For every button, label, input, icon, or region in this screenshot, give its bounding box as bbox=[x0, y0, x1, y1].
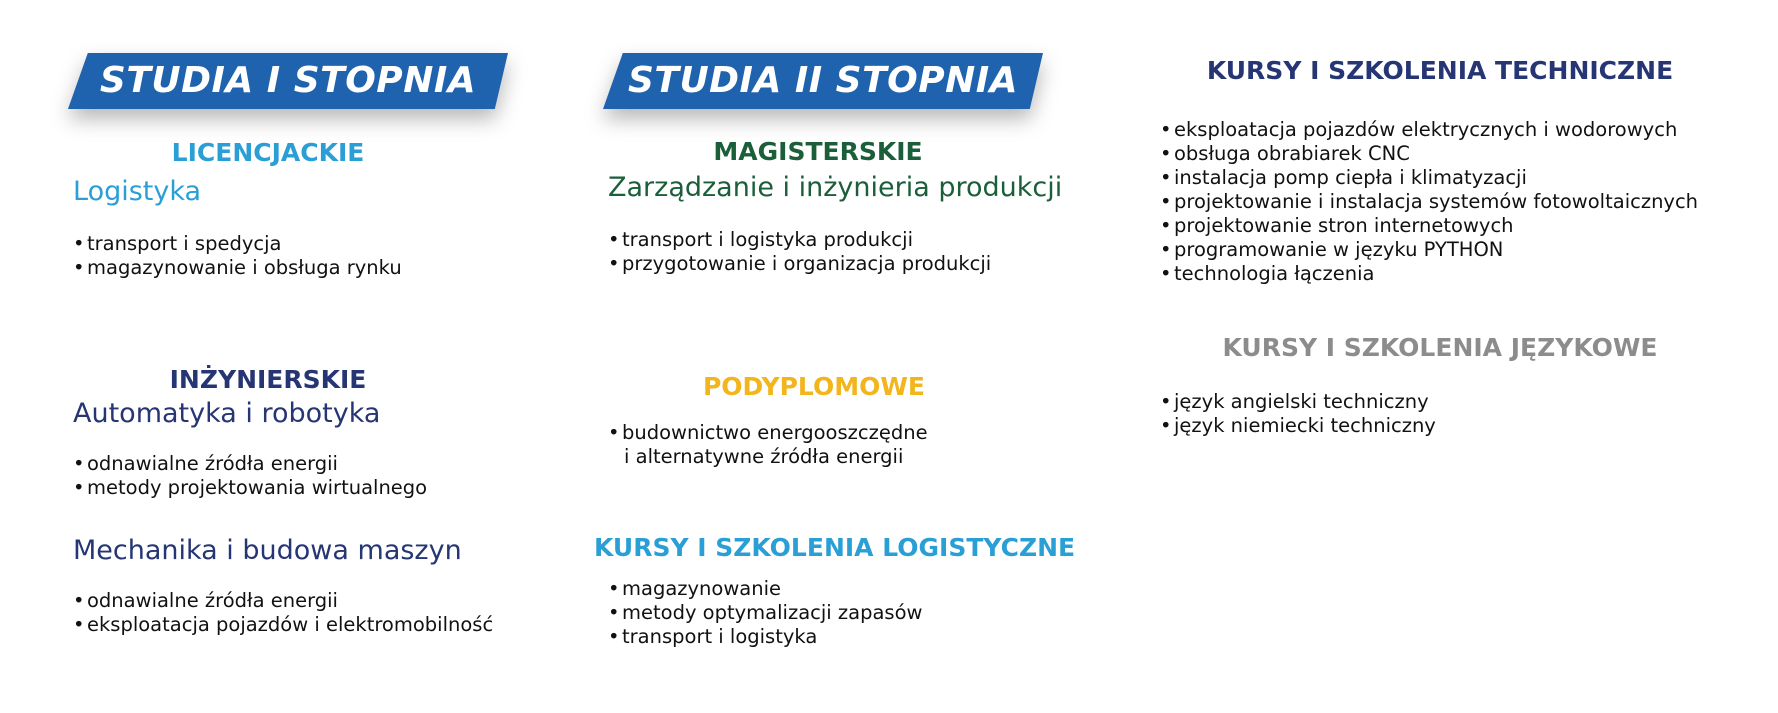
program-automatyka-i-robotyka: Automatyka i robotyka bbox=[73, 398, 381, 429]
list-item: • przygotowanie i organizacja produkcji bbox=[608, 252, 991, 276]
list-kursy-jezykowe bbox=[1160, 390, 1436, 438]
heading-podyplomowe: PODYPLOMOWE bbox=[702, 372, 925, 401]
list-item: • magazynowanie i obsługa rynku bbox=[73, 256, 402, 280]
list-item: • odnawialne źródła energii bbox=[73, 452, 427, 476]
heading-magisterskie: MAGISTERSKIE bbox=[713, 137, 923, 166]
list-item: • obsługa obrabiarek CNC bbox=[1160, 142, 1698, 166]
banner-title: STUDIA I STOPNIA bbox=[99, 60, 477, 101]
list-item: • programowanie w języku PYTHON bbox=[1160, 238, 1698, 262]
list-item: • budownictwo energooszczędne bbox=[608, 421, 928, 445]
list-kursy-techniczne bbox=[1160, 118, 1698, 286]
list-automatyka bbox=[73, 452, 427, 500]
list-item: • transport i spedycja bbox=[73, 232, 402, 256]
heading-kursy-techniczne: KURSY I SZKOLENIA TECHNICZNE bbox=[1206, 56, 1674, 85]
list-item: • odnawialne źródła energii bbox=[73, 589, 493, 613]
list-item: • metody optymalizacji zapasów bbox=[608, 601, 922, 625]
list-item: • technologia łączenia bbox=[1160, 262, 1698, 286]
list-mechanika bbox=[73, 589, 493, 637]
program-zarzadzanie-i-inzynieria-produkcji: Zarządzanie i inżynieria produkcji bbox=[608, 172, 1063, 203]
list-podyplomowe bbox=[608, 421, 928, 469]
list-item: • eksploatacja pojazdów i elektromobilność bbox=[73, 613, 493, 637]
list-zarzadzanie bbox=[608, 228, 991, 276]
list-item: • projektowanie i instalacja systemów fotowoltaicznych bbox=[1160, 190, 1698, 214]
program-mechanika-i-budowa-maszyn: Mechanika i budowa maszyn bbox=[73, 535, 462, 566]
list-item-continuation: i alternatywne źródła energii bbox=[624, 445, 904, 468]
banner-studia-ii-stopnia bbox=[603, 53, 1043, 109]
heading-kursy-logistyczne: KURSY I SZKOLENIA LOGISTYCZNE bbox=[594, 533, 1076, 562]
list-item: • metody projektowania wirtualnego bbox=[73, 476, 427, 500]
list-logistyka bbox=[73, 232, 402, 280]
list-item: • eksploatacja pojazdów elektrycznych i wodorowych bbox=[1160, 118, 1698, 142]
list-item: • język niemiecki techniczny bbox=[1160, 414, 1436, 438]
heading-inzynierskie: INŻYNIERSKIE bbox=[169, 365, 367, 394]
list-item: • instalacja pomp ciepła i klimatyzacji bbox=[1160, 166, 1698, 190]
list-item: • język angielski techniczny bbox=[1160, 390, 1436, 414]
list-item: • transport i logistyka produkcji bbox=[608, 228, 991, 252]
list-kursy-logistyczne bbox=[608, 577, 922, 649]
list-item: • transport i logistyka bbox=[608, 625, 922, 649]
banner-title: STUDIA II STOPNIA bbox=[627, 60, 1019, 101]
list-item: • magazynowanie bbox=[608, 577, 922, 601]
banner-studia-i-stopnia bbox=[68, 53, 508, 109]
list-item: • projektowanie stron internetowych bbox=[1160, 214, 1698, 238]
heading-licencjackie: LICENCJACKIE bbox=[171, 138, 365, 167]
program-logistyka: Logistyka bbox=[73, 176, 202, 207]
heading-kursy-jezykowe: KURSY I SZKOLENIA JĘZYKOWE bbox=[1222, 333, 1658, 362]
